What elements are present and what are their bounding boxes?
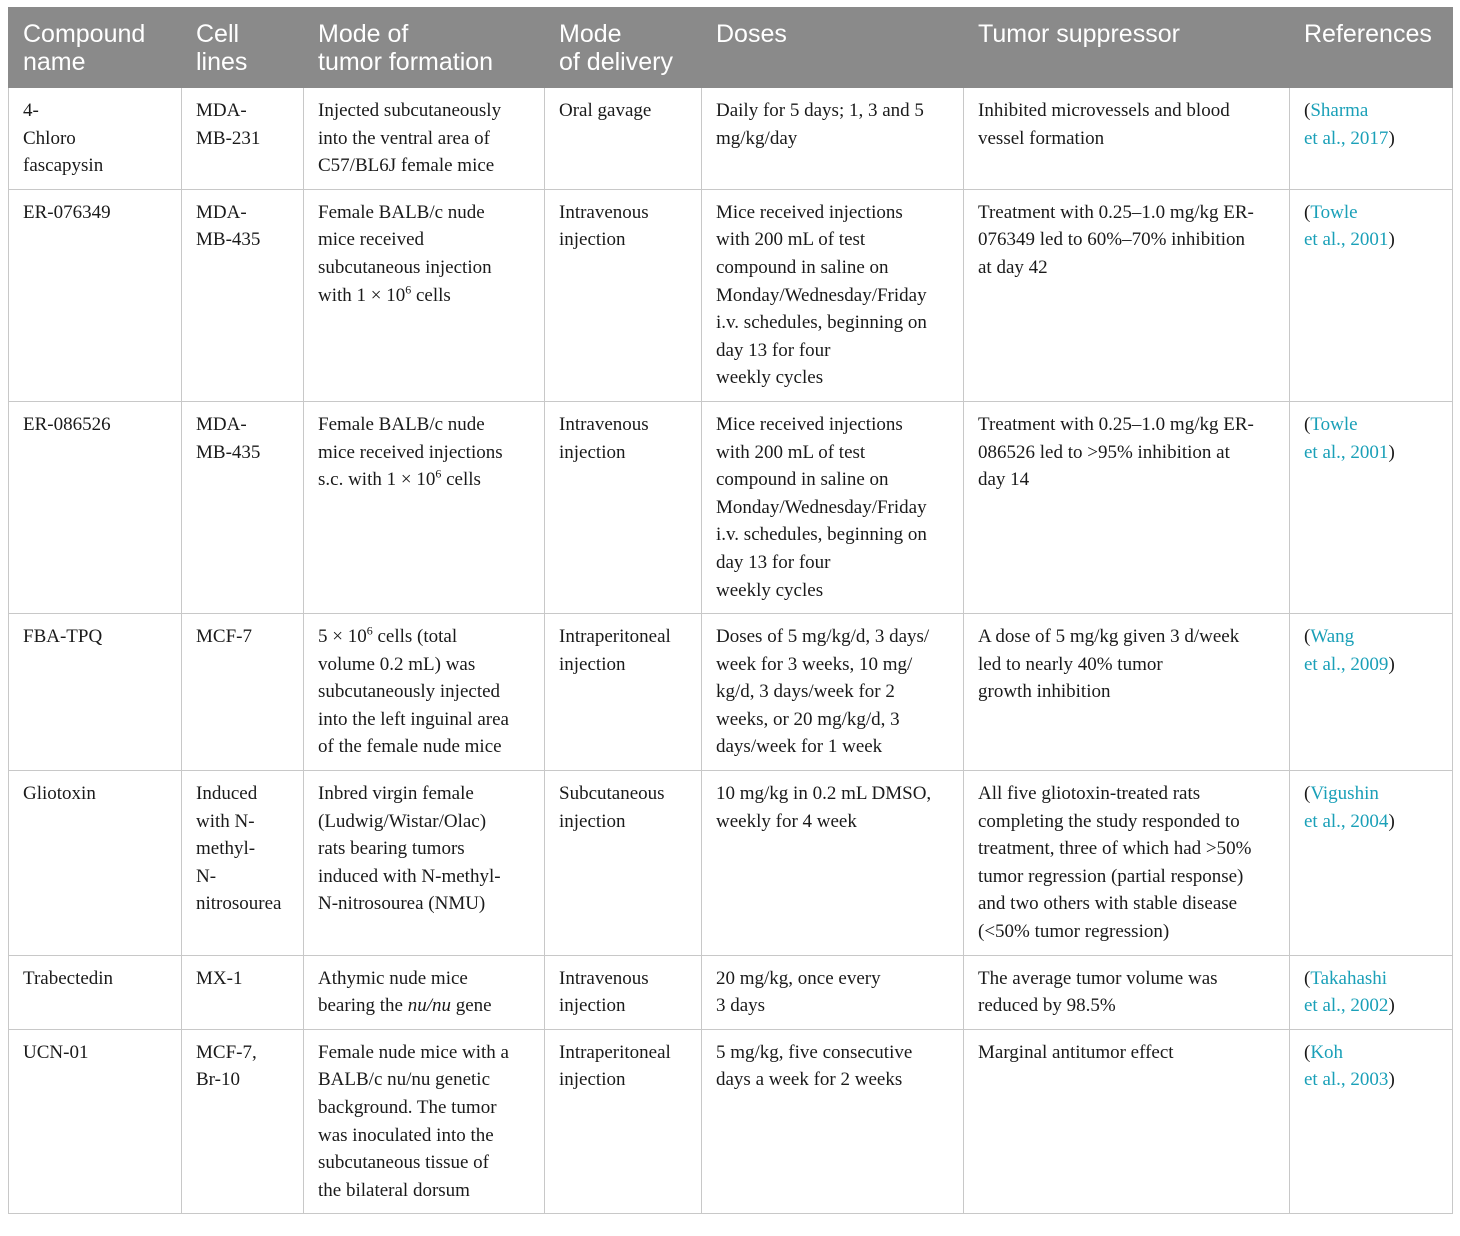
reference-link-year[interactable]: et al., 2017 (1304, 127, 1389, 149)
delivery: Intravenous injection (545, 189, 702, 401)
table-row (9, 88, 1453, 190)
doses: 20 mg/kg, once every 3 days (702, 955, 964, 1029)
compound-name: UCN-01 (9, 1029, 182, 1214)
superscript: 6 (366, 623, 373, 638)
tumor-formation-text: 5 × 10 (318, 626, 367, 648)
table-row (9, 771, 1453, 956)
reference-link[interactable]: Takahashi (1310, 967, 1388, 989)
delivery: Intraperitoneal injection (545, 614, 702, 771)
cell-lines: MCF-7, Br-10 (182, 1029, 304, 1214)
tumor-formation: Inbred virgin female (Ludwig/Wistar/Olac) rats bearing tumors induced with N-methyl- N-nitrosourea (NMU) (304, 771, 545, 956)
table-container (8, 7, 1452, 1214)
tumor-formation-suffix: cells (411, 284, 451, 306)
reference-link[interactable]: Wang (1310, 626, 1355, 648)
reference: (Koh et al., 2003) (1290, 1029, 1453, 1214)
cell-lines: MX-1 (182, 955, 304, 1029)
cell-lines: MDA- MB-435 (182, 401, 304, 613)
reference: (Takahashi et al., 2002) (1290, 955, 1453, 1029)
superscript: 6 (435, 466, 442, 481)
compound-name: FBA-TPQ (9, 614, 182, 771)
cell-lines: Induced with N- methyl- N- nitrosourea (182, 771, 304, 956)
reference-link[interactable]: Koh (1310, 1041, 1344, 1063)
italic-gene: nu/nu (407, 995, 451, 1017)
tumor-formation-suffix: gene (450, 995, 492, 1017)
tumor-formation: Injected subcutaneously into the ventral area of C57/BL6J female mice (304, 88, 545, 190)
reference: (Sharma et al., 2017) (1290, 88, 1453, 190)
tumor-formation (304, 189, 545, 401)
tumor-suppressor: A dose of 5 mg/kg given 3 d/week led to nearly 40% tumor growth inhibition (964, 614, 1290, 771)
tumor-formation: Female nude mice with a BALB/c nu/nu genetic background. The tumor was inoculated into the subcutaneous tissue of the bilateral dorsum (304, 1029, 545, 1214)
reference-link-year[interactable]: et al., 2004 (1304, 810, 1389, 832)
header-tumor-formation: Mode of tumor formation (304, 8, 545, 88)
tumor-suppressor: All five gliotoxin-treated rats completing the study responded to treatment, three of which had >50% tumor regression (partial response) and two others with stable disease (<50% tumor regression) (964, 771, 1290, 956)
tumor-suppressor: The average tumor volume was reduced by 98.5% (964, 955, 1290, 1029)
delivery: Oral gavage (545, 88, 702, 190)
tumor-suppressor: Marginal antitumor effect (964, 1029, 1290, 1214)
doses: Mice received injections with 200 mL of test compound in saline on Monday/Wednesday/Friday i.v. schedules, beginning on day 13 for four weekly cycles (702, 401, 964, 613)
compound-name: 4- Chloro fascapysin (9, 88, 182, 190)
reference-link-year[interactable]: et al., 2001 (1304, 229, 1389, 251)
delivery: Intraperitoneal injection (545, 1029, 702, 1214)
header-delivery: Mode of delivery (545, 8, 702, 88)
compounds-table (8, 7, 1453, 1214)
header-doses: Doses (702, 8, 964, 88)
tumor-suppressor: Treatment with 0.25–1.0 mg/kg ER- 076349 led to 60%–70% inhibition at day 42 (964, 189, 1290, 401)
superscript: 6 (405, 282, 412, 297)
tumor-formation (304, 614, 545, 771)
compound-name: Gliotoxin (9, 771, 182, 956)
header-tumor-suppressor: Tumor suppressor (964, 8, 1290, 88)
header-row (9, 8, 1453, 88)
reference-link[interactable]: Towle (1310, 201, 1358, 223)
header-references: References (1290, 8, 1453, 88)
doses: Doses of 5 mg/kg/d, 3 days/ week for 3 weeks, 10 mg/ kg/d, 3 days/week for 2 weeks, or 20 mg/kg/d, 3 days/week for 1 week (702, 614, 964, 771)
delivery: Intravenous injection (545, 401, 702, 613)
tumor-formation-text: Female BALB/c nude mice received injections s.c. with 1 × 10 (318, 413, 503, 491)
header-cell-lines: Cell lines (182, 8, 304, 88)
reference: (Towle et al., 2001) (1290, 401, 1453, 613)
delivery: Intravenous injection (545, 955, 702, 1029)
tumor-formation-suffix: cells (441, 469, 481, 491)
cell-lines: MDA- MB-231 (182, 88, 304, 190)
doses: 10 mg/kg in 0.2 mL DMSO, weekly for 4 week (702, 771, 964, 956)
table-row (9, 1029, 1453, 1214)
reference-link-year[interactable]: et al., 2009 (1304, 653, 1389, 675)
reference-link[interactable]: Vigushin (1310, 783, 1379, 805)
tumor-formation-text: Athymic nude mice bearing the (318, 967, 468, 1017)
reference: (Wang et al., 2009) (1290, 614, 1453, 771)
doses: Mice received injections with 200 mL of test compound in saline on Monday/Wednesday/Friday i.v. schedules, beginning on day 13 for four weekly cycles (702, 189, 964, 401)
reference-link-year[interactable]: et al., 2002 (1304, 995, 1389, 1017)
table-row (9, 614, 1453, 771)
cell-lines: MDA- MB-435 (182, 189, 304, 401)
tumor-formation-suffix: cells (total volume 0.2 mL) was subcutaneously injected into the left inguinal area of the female nude mice (318, 626, 509, 758)
reference: (Vigushin et al., 2004) (1290, 771, 1453, 956)
tumor-formation-text: Female BALB/c nude mice received subcutaneous injection with 1 × 10 (318, 201, 492, 306)
cell-lines: MCF-7 (182, 614, 304, 771)
tumor-formation (304, 401, 545, 613)
reference-link[interactable]: Sharma (1310, 100, 1369, 121)
doses: 5 mg/kg, five consecutive days a week for 2 weeks (702, 1029, 964, 1214)
tumor-suppressor: Inhibited microvessels and blood vessel formation (964, 88, 1290, 190)
reference: (Towle et al., 2001) (1290, 189, 1453, 401)
doses: Daily for 5 days; 1, 3 and 5 mg/kg/day (702, 88, 964, 190)
compound-name: Trabectedin (9, 955, 182, 1029)
reference-link[interactable]: Towle (1310, 413, 1358, 435)
table-row (9, 401, 1453, 613)
compound-name: ER-076349 (9, 189, 182, 401)
delivery: Subcutaneous injection (545, 771, 702, 956)
reference-link-year[interactable]: et al., 2001 (1304, 441, 1389, 463)
tumor-formation (304, 955, 545, 1029)
table-row (9, 189, 1453, 401)
reference-link-year[interactable]: et al., 2003 (1304, 1069, 1389, 1091)
header-compound-name: Compound name (9, 8, 182, 88)
table-row (9, 955, 1453, 1029)
compound-name: ER-086526 (9, 401, 182, 613)
tumor-suppressor: Treatment with 0.25–1.0 mg/kg ER- 086526 led to >95% inhibition at day 14 (964, 401, 1290, 613)
